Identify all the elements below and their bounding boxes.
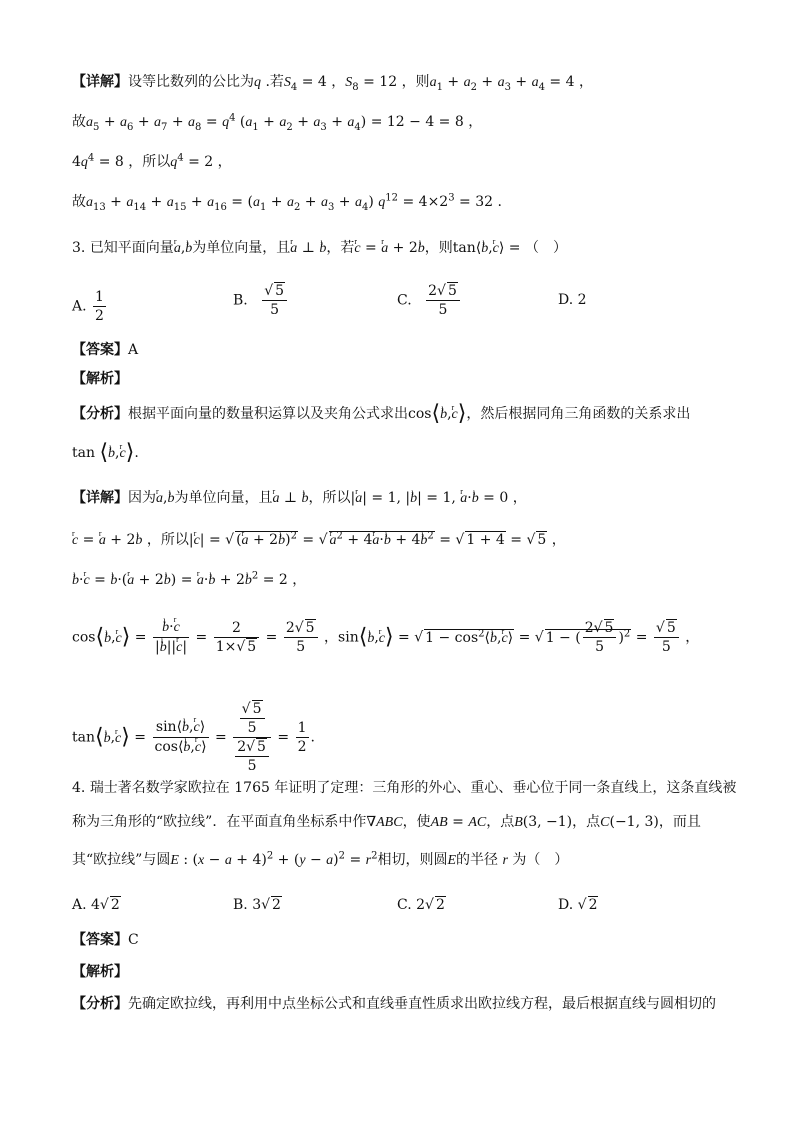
q4-option-a[interactable]: A. 4√ 2 bbox=[72, 897, 120, 913]
detail-line-1: 【详解】设等比数列的公比为q .若$S_4 = 4$ ，$S_8 = 12$ ，则$a_1 + a_2 + a_3 + a_4 = 4$ ， bbox=[72, 74, 593, 93]
question-4-line-1: 4. 瑞士著名数学家欧拉在 1765 年证明了定理：三角形的外心、重心、垂心位于同一条直线上，这条直线被 bbox=[72, 780, 737, 796]
q4-answer: 【答案】C bbox=[72, 932, 139, 948]
q3-fenxi: 【分析】根据平面向量的数量积运算以及夹角公式求出cos⟨ı b,r c⟩，然后根据同角三角函数的关系求出 bbox=[72, 404, 690, 425]
q3-detail-4: cos⟨ı b,r c⟩ = ı $\frac{\text{b·r c}}{\text{|ı b||r c|}}$ = $\frac{2}{1\times√ 5}$ = $\frac{2√ 5}{5}$ ，sin⟨ı b,r c⟩ = √ $1 - \cos^2⟨ı$ b,r c⟩ = √ 1 − ( $\frac{2√ 5}{5}$ )$^2$ = $\frac{√ 5}{5}$ ， bbox=[72, 618, 699, 657]
detail-line-3: $4q^4 = 8$ ，所以$q^4 = 2$ ， bbox=[72, 152, 232, 170]
q3-answer: 【答案】A bbox=[72, 342, 139, 358]
q4-option-c[interactable]: C. 2√ 2 bbox=[397, 897, 445, 913]
detail-line-4: 故$a_{13} + a_{14} + a_{15} + a_{16} = (a_1 + a_2 + a_3 + a_4) q^{12} = 4\times 2^3 = 32$ . bbox=[72, 192, 502, 213]
q3-detail-1: 【详解】因为r a,ı b为单位向量，且r a ⊥ ı b，所以|r a| = 1, |ı b| = 1, r a·ı b = 0 ， bbox=[72, 488, 527, 509]
q3-option-c[interactable]: C. $\frac{2√ 5}{5}$ bbox=[397, 282, 462, 319]
q3-detail-3: ı b·r c = ı b·(r a + 2ı b) = r a·ı b + 2ı $b^2 = 2$ ， bbox=[72, 570, 306, 591]
q3-analysis-label: 【解析】 bbox=[72, 371, 128, 387]
q3-fenxi-cont: tan ⟨ı b,r c⟩. bbox=[72, 443, 139, 464]
q3-detail-5: tan⟨ı b,r c⟩ = $\frac{\text{sin⟨ı b,r c⟩}}{\text{cos⟨ı b,r c⟩}}$ = $\frac{\frac{√ 5}{5}}{\frac{2√ 5}{5}}$ = $\frac{1}{2}$ . bbox=[72, 700, 315, 775]
q4-analysis-label: 【解析】 bbox=[72, 964, 128, 980]
q4-option-d[interactable]: D. √ 2 bbox=[558, 897, 598, 913]
q3-option-a[interactable]: A. $\frac{1}{2}$ bbox=[72, 289, 104, 324]
detail-line-2: 故$a_5 + a_6 + a_7 + a_8 = q^4$ $(a_1 + a_2 + a_3 + a_4) = 12 - 4 = 8$ ， bbox=[72, 112, 483, 133]
q4-option-b[interactable]: B. 3√ 2 bbox=[233, 897, 281, 913]
question-4-line-3: 其“欧拉线”与圆E : $(x - a + 4)^2 + (y - a)^2 = r^2$相切，则圆E的半径 r 为（ ） bbox=[72, 850, 569, 868]
q4-fenxi: 【分析】先确定欧拉线，再利用中点坐标公式和直线垂直性质求出欧拉线方程，最后根据直线与圆相切的 bbox=[72, 996, 716, 1012]
q3-detail-2: r c = r a + 2ı b ，所以|r c| = √ (r a + 2ı b)$^2$ = √ r $a^2 + 4r$ a·ı b + 4ı $b^2$ = √ 1 + 4 = √ 5 ， bbox=[72, 530, 566, 551]
question-4-line-2: 称为三角形的“欧拉线”．在平面直角坐标系中作∇ABC，使AB = AC，点B(3, −1)，点C(−1, 3)，而且 bbox=[72, 814, 701, 830]
question-3-stem: 3. 已知平面向量r a,ı b为单位向量，且r a ⊥ ı b，若r c = r a + 2ı b，则tan⟨ı b,r c⟩ = （ ） bbox=[72, 238, 567, 259]
q3-option-d[interactable]: D. 2 bbox=[558, 292, 587, 308]
detail-label: 【详解】 bbox=[72, 74, 128, 90]
q3-option-b[interactable]: B. $\frac{√ 5}{5}$ bbox=[233, 282, 289, 319]
